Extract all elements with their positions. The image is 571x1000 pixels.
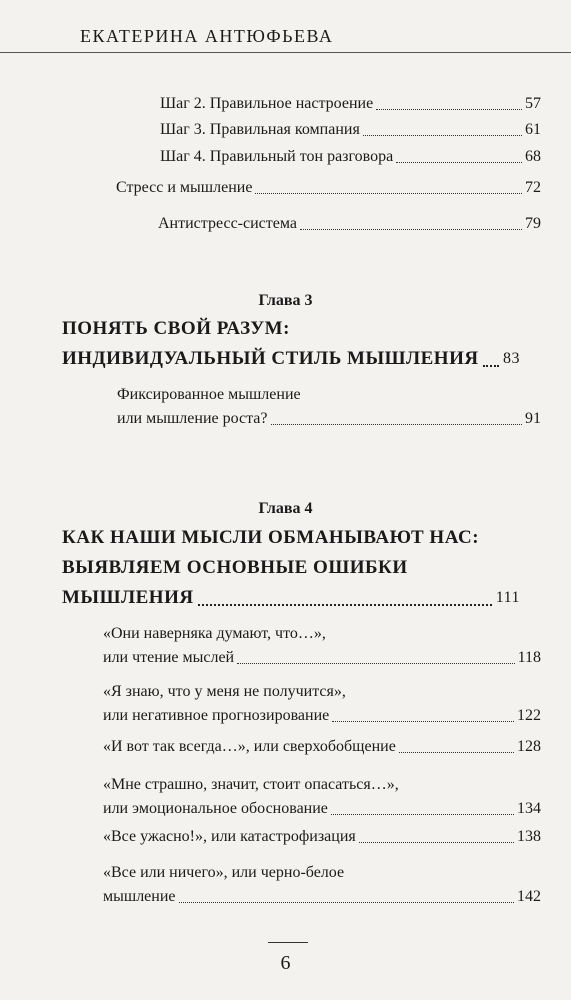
toc-entry-page: 134 [517,800,541,817]
folio-rule [268,942,308,943]
toc-entry-title: Шаг 3. Правильная компания [160,121,360,138]
toc-entry-second-line [103,646,541,670]
leader-dots [331,814,514,815]
toc-entry-second-line [117,407,541,431]
toc-entry-title: «Все ужасно!», или катастрофизация [103,828,356,845]
toc-entry-title: Антистресс-система [158,215,297,232]
toc-entry-title-line2: мышление [103,888,176,905]
toc-entry[interactable] [103,735,541,759]
toc-entry-title-line1: «Они наверняка думают, что…», [103,625,326,642]
leader-dots [300,229,522,230]
toc-entry-page: 122 [517,707,541,724]
toc-entry-page: 68 [525,148,541,165]
toc-entry-page: 142 [517,888,541,905]
toc-entry-title-line1: «Все или ничего», или черно-белое [103,864,345,881]
leader-dots [198,604,492,606]
toc-entry[interactable] [103,861,541,909]
toc-entry-page: 91 [525,410,541,427]
toc-entry[interactable] [116,176,541,200]
chapter-3-page: 83 [503,350,520,367]
toc-entry-page: 138 [517,828,541,845]
toc-entry-title-line1: «Мне страшно, значит, стоит опасаться…», [103,776,399,793]
toc-entry[interactable] [103,680,541,728]
toc-entry-title-line2: или мышление роста? [117,410,268,427]
toc-entry-second-line [103,885,541,909]
toc-entry[interactable] [103,773,541,821]
chapter-4-title-last-line [62,583,520,613]
toc-entry-title: Стресс и мышление [116,179,253,196]
leader-dots [359,842,514,843]
toc-entry-title: «И вот так всегда…», или сверхобобщение [103,738,396,755]
chapter-3-label: Глава 3 [258,292,313,309]
toc-entry-title-line2: или чтение мыслей [103,649,235,666]
running-head-author: ЕКАТЕРИНА АНТЮФЬЕВА [80,26,334,46]
leader-dots [399,752,514,753]
toc-entry-page: 61 [525,121,541,138]
leader-dots [396,162,522,163]
toc-entry[interactable] [103,622,541,670]
leader-dots [179,902,514,903]
leader-dots [332,721,514,722]
toc-entry[interactable] [160,118,541,142]
page-number: 6 [280,952,291,974]
chapter-4-title-line1: КАК НАШИ МЫСЛИ ОБМАНЫВАЮТ НАС: [62,527,480,548]
header-rule [0,52,571,53]
toc-entry-title: Шаг 4. Правильный тон разговора [160,148,394,165]
chapter-3-title-last-line [62,344,520,374]
toc-entry-page: 118 [517,649,541,666]
chapter-4-title-line2: ВЫЯВЛЯЕМ ОСНОВНЫЕ ОШИБКИ [62,557,408,578]
toc-entry-title-line2: или эмоциональное обоснование [103,800,328,817]
toc-entry-page: 79 [525,215,541,232]
toc-entry[interactable] [160,92,541,116]
toc-entry-title-line1: «Я знаю, что у меня не получится», [103,683,346,700]
leader-dots [363,135,522,136]
chapter-4-label: Глава 4 [258,500,313,517]
leader-dots [483,365,499,367]
toc-entry[interactable] [117,383,541,431]
toc-entry[interactable] [103,825,541,849]
chapter-4-page: 111 [495,589,520,606]
leader-dots [237,663,514,664]
chapter-3-title-line1: ПОНЯТЬ СВОЙ РАЗУМ: [62,318,290,339]
toc-entry-page: 57 [525,95,541,112]
toc-entry-second-line [103,704,541,728]
toc-entry-page: 128 [517,738,541,755]
chapter-3-title-line2: ИНДИВИДУАЛЬНЫЙ СТИЛЬ МЫШЛЕНИЯ [62,348,479,369]
toc-entry-title: Шаг 2. Правильное настроение [160,95,374,112]
chapter-4-title-line3: МЫШЛЕНИЯ [62,587,194,608]
toc-entry-title-line2: или негативное прогнозирование [103,707,330,724]
toc-entry-page: 72 [525,179,541,196]
chapter-4-title[interactable] [62,523,520,613]
leader-dots [271,424,522,425]
toc-entry-second-line [103,797,541,821]
leader-dots [255,193,522,194]
toc-entry-title-line1: Фиксированное мышление [117,386,301,403]
toc-entry[interactable] [158,212,541,236]
toc-entry[interactable] [160,145,541,169]
chapter-3-title[interactable] [62,314,520,374]
leader-dots [376,109,522,110]
